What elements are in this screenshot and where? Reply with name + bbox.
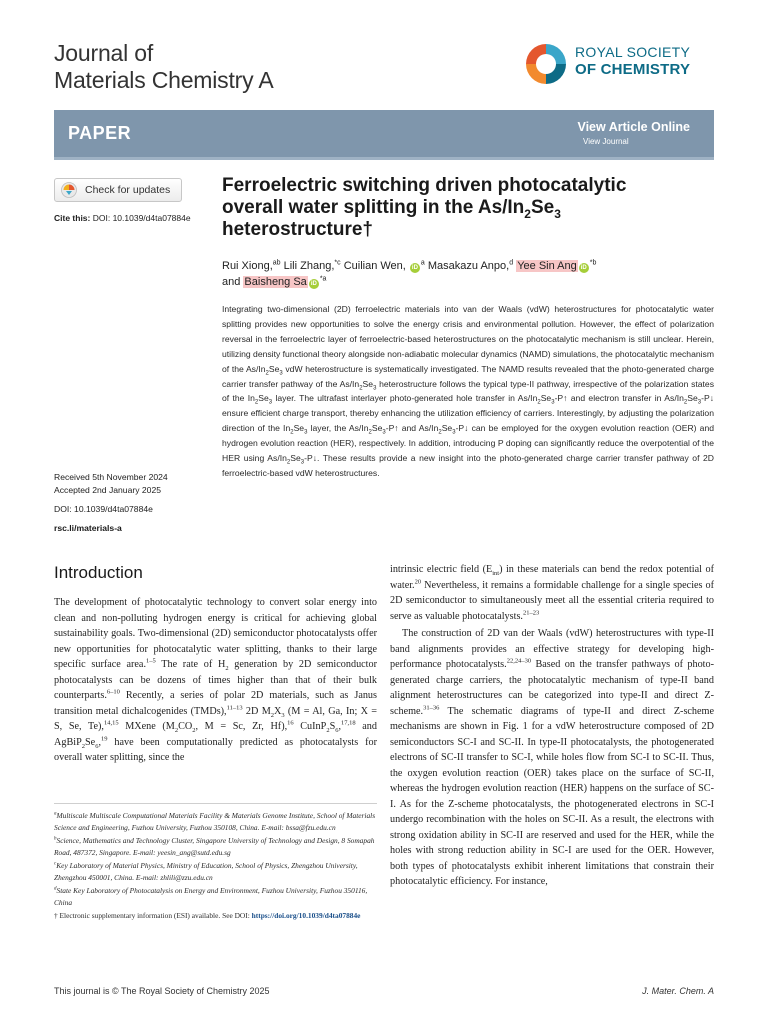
paper-type-label: PAPER — [68, 123, 132, 143]
affiliation-d: $^d$State Key Laboratory of Photocatalysis on Energy and Environment, Fuzhou University, Fuzhou 350116, China — [54, 886, 368, 907]
received-date: Received 5th November 2024 — [54, 472, 168, 482]
cite-this — [54, 213, 191, 223]
view-article-online-link[interactable]: View Article Online — [577, 120, 690, 134]
title-text-3: heterostructure† — [222, 219, 373, 240]
publisher-logo[interactable] — [524, 42, 724, 86]
author-3-affil: a — [420, 259, 425, 267]
publisher-name-line1: ROYAL SOCIETY — [575, 44, 691, 60]
author-3[interactable]: Cuilian Wen, — [343, 260, 406, 272]
cite-doi: DOI: 10.1039/d4ta07884e — [92, 213, 191, 223]
affiliations-footnotes — [54, 810, 377, 923]
view-journal-link[interactable]: View Journal — [583, 137, 629, 146]
section-heading-introduction: Introduction — [54, 563, 143, 582]
author-conjunction: and — [222, 276, 241, 288]
author-5[interactable]: Yee Sin Ang — [517, 260, 577, 272]
title-text-1: Ferroelectric switching driven photocatalytic overall water splitting in the As/In — [222, 175, 627, 218]
title-sub-2: 3 — [554, 206, 561, 221]
author-4[interactable]: Masakazu Anpo, — [427, 260, 510, 272]
journal-title-line2: Materials Chemistry A — [54, 67, 274, 93]
body-column-right — [390, 562, 714, 890]
orcid-icon[interactable]: iD — [310, 281, 317, 287]
author-1[interactable]: Rui Xiong, — [222, 260, 273, 272]
copyright-footer: This journal is © The Royal Society of Chemistry 2025 — [54, 986, 270, 996]
article-doi: DOI: 10.1039/d4ta07884e — [54, 504, 153, 514]
title-text-2: Se — [530, 197, 555, 218]
article-title — [222, 175, 692, 241]
affiliation-b: $^b$Science, Mathematics and Technology Cluster, Singapore University of Technology and Design, 8 Somapah Road, 487372, Singapore. E-mail: yeesin_ang@sutd.edu.sg — [54, 836, 375, 857]
journal-title — [54, 40, 374, 94]
author-5-affil: *b — [589, 259, 597, 267]
author-1-affil: ab — [272, 259, 281, 267]
check-for-updates-label: Check for updates — [85, 184, 171, 196]
cite-label: Cite this: — [54, 213, 91, 223]
author-6[interactable]: Baisheng Sa — [244, 276, 307, 288]
article-history — [54, 471, 214, 535]
esi-doi-link[interactable]: https://doi.org/10.1039/d4ta07884e — [251, 911, 361, 920]
affiliation-c: $^c$Key Laboratory of Material Physics, Ministry of Education, School of Physics, Zhengzhou University, Zhengzhou 450001, China. E-mail: zhlili@zzu.edu.cn — [54, 861, 358, 882]
journal-short-link[interactable]: rsc.li/materials-a — [54, 523, 122, 533]
journal-abbrev-footer: J. Mater. Chem. A — [642, 986, 714, 996]
author-list — [222, 258, 702, 290]
rsc-logo-icon — [524, 42, 568, 86]
footnote-divider — [54, 803, 377, 804]
esi-note: † Electronic supplementary information (ESI) available. See DOI: https://doi.org/10.1039/d4ta07884e — [54, 911, 361, 920]
body-column-left — [54, 595, 377, 766]
orcid-icon[interactable]: iD — [580, 265, 587, 271]
paragraph: The development of photocatalytic technology to convert solar energy into clean and non-polluting hydrogen energy is critical for achieving global sustainability goals. Two-dimensional (2D) semiconductor photocatalysts offer new opportunities for photocatalytic water splitting, thanks to their large specific surface area.$^{1-5}$ The rate of $H_2$ generation by 2D semiconductor photocatalysts can be dozens of times higher than that of their bulk counterparts.$^{6-10}$ Recently, a series of polar 2D materials, such as Janus transition metal dichalcogenides (TMDs),$^{11-13}$ 2D $M_2X_3$ (M = Al, Ga, In; X = S, Se, Te),$^{14,15}$ MXene ($M_2CO_2$, M = Sc, Zr, Hf),$^{16}$ $CuInP_2S_6,^{17,18}$ and $AgBiP_2Se_6,^{19}$ have been computationally predicted as photocatalysts for overall water splitting, since the — [54, 597, 378, 763]
author-4-affil: d — [509, 259, 514, 267]
orcid-icon[interactable]: iD — [411, 265, 418, 271]
check-for-updates-button[interactable] — [54, 178, 182, 202]
affiliation-a: $^a$Multiscale Multiscale Computational Materials Facility & Materials Genome Institute, School of Materials Science and Engineering, Fuzhou University, Fuzhou 350108, China. E-mail: bssa@fzu.edu.cn — [54, 811, 376, 832]
paragraph: The construction of 2D van der Waals (vdW) heterostructures with type-II band alignments provides an effective strategy for developing high-performance photocatalysts.$^{22,24-30}$ Based on the transfer pathways of photo-generated charge carriers, the photocatalytic mechanism of type-II band alignment heterostructures can be categorized into type-II and direct Z-scheme.$^{31-36}$ The schematic diagrams of type-II and direct Z-scheme mechanisms are shown in Fig. 1 for a vdW heterostructure composed of 2D semiconductors SC-I and SC-II. In type-II photocatalysts, the photogenerated electrons of SC-II transfer to SC-I, while holes flow from SC-I to SC-II. Thus, the oxygen evolution reaction (OER) takes place on the surface of SC-II, whereas the hydrogen evolution reaction (HER) happens on the surface of SC-I. As for the Z-scheme photocatalysts, the photogenerated electrons in SC-I undergo recombination with the holes on SC-II. As a result, the electrons with strong oxidation ability in SC-II are reserved and used for the HER, while the holes with strong reduction ability in SC-I are used for the OER. However, both types of photocatalysts exhibit inherent limitations that constrain their photocatalytic efficiency. For instance, — [390, 628, 714, 887]
journal-title-line1: Journal of — [54, 40, 154, 66]
crossmark-icon — [61, 182, 77, 198]
abstract: Integrating two-dimensional (2D) ferroelectric materials into van der Waals (vdW) heterostructures for photocatalytic water splitting provides new opportunities to solve the energy crisis and environmental pollution. However, the effect of polarization reversal in the ferroelectric layer of ferroelectric-based heterostructures on the photocatalytic mechanism is still unclear. Herein, utilizing density functional theory alongside non-adiabatic molecular dynamics (NAMD) simulations, the photocatalytic mechanism of the $As/In_2Se_3$ vdW heterostructure is systematically investigated. The NAMD results revealed that the photo-generated charge carrier transfer pathway of the $As/In_2Se_3$ heterostructure follows the typical type-II pathway, irrespective of the polarization states of the $In_2Se_3$ layer. The ultrafast interlayer photo-generated hole transfer in $As/In_2Se_3-P↑$ and electron transfer in $As/In_2Se_3-P↓$ ensure efficient charge transport, thereby enhancing the utilization efficiency of carriers. Interestingly, by adjusting the polarization direction of the $In_2Se_3$ layer, the $As/In_2Se_3-P↑$ and $As/In_2Se_3-P↓$ can be employed for the oxygen evolution reaction (OER) and hydrogen evolution reaction (HER), respectively. In addition, introducing P doping can significantly reduce the overpotential of the HER using $As/In_2Se_3-P↓$. These results provide a new insight into the photo-generated charge carrier transfer pathway of 2D ferroelectric-based vdW heterostructures. — [222, 304, 714, 478]
author-2[interactable]: Lili Zhang, — [283, 260, 335, 272]
paragraph: intrinsic electric field $(E_{int})$ in these materials can bend the redox potential of water.$^{20}$ Nevertheless, it remains a formidable challenge for a single species of 2D semiconductor to simultaneously meet all the essential criteria required to serve as valuable photocatalysts.$^{21-23}$ — [390, 564, 714, 622]
article-type-banner — [54, 110, 714, 160]
publisher-name-line2: OF CHEMISTRY — [575, 61, 691, 78]
author-6-affil: *a — [319, 275, 327, 283]
accepted-date: Accepted 2nd January 2025 — [54, 485, 162, 495]
author-2-affil: *c — [334, 259, 341, 267]
title-sub-1: 2 — [524, 206, 531, 221]
